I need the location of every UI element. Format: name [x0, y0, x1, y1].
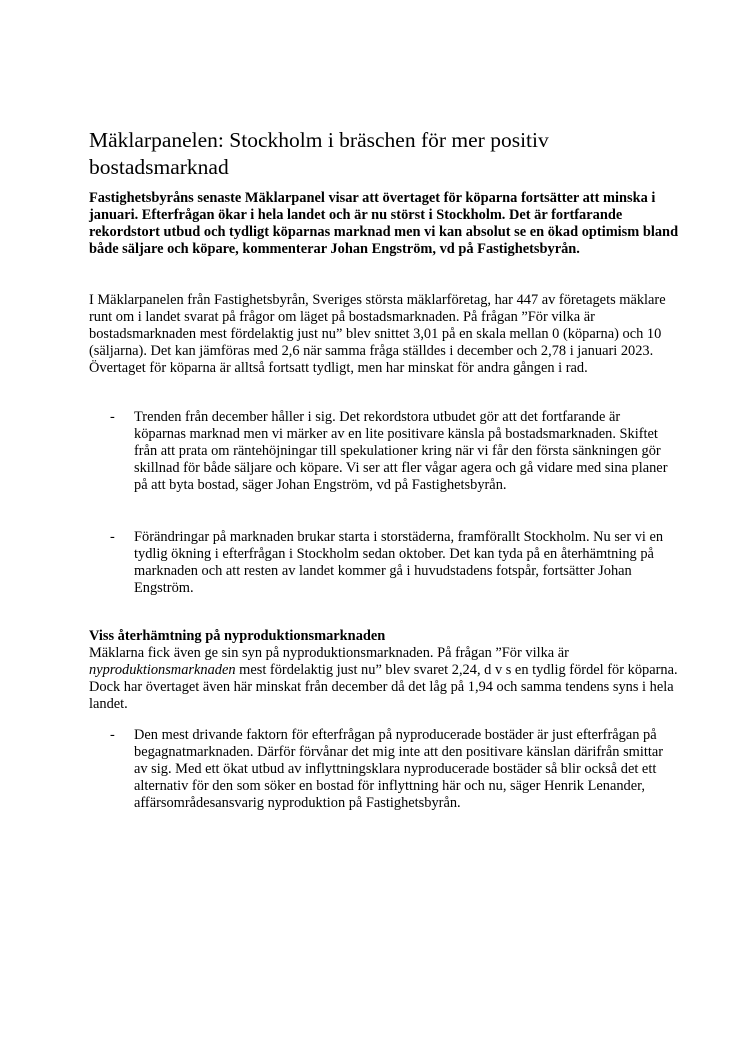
bullet-dash-icon: - [110, 529, 115, 545]
quote-text-2: Förändringar på marknaden brukar starta i storstäderna, framförallt Stockholm. Nu ser vi en tydlig ökning i efterfrågan i Stockholm sedan oktober. Det kan tyda på en återhämtning på marknaden och att resten av landet kommer gå i huvudstadens fotspår, fortsätter Johan Engström. [134, 529, 664, 596]
paragraph-2-italic-term: nyproduktionsmarknaden [89, 662, 236, 678]
bullet-dash-icon: - [110, 409, 115, 425]
paragraph-2-text-start: Mäklarna fick även ge sin syn på nyproduktionsmarknaden. På frågan ”För vilka är [89, 645, 569, 661]
quote-list-item-2 [110, 529, 670, 597]
quote-text-1: Trenden från december håller i sig. Det rekordstora utbudet gör att det fortfarande är köparnas marknad men vi märker av en lite positivare känsla på bostadsmarknaden. Skiftet från att prata om räntehöjningar till spekulationer kring när vi får den första sänkningen gör skillnad för både säljare och köpare. Vi ser att fler vågar agera och gå vidare med sina planer på att byta bostad, säger Johan Engström, vd på Fastighetsbyrån. [134, 409, 668, 493]
section-heading: Viss återhämtning på nyproduktionsmarknaden [89, 628, 386, 644]
body-paragraph-1: I Mäklarpanelen från Fastighetsbyrån, Sveriges största mäklarföretag, har 447 av företagets mäklare runt om i landet svarat på frågor om läget på bostadsmarknaden. På frågan ”För vilka är bostadsmarknaden mest fördelaktig just nu” blev snittet 3,01 på en skala mellan 0 (köparna) och 10 (säljarna). Det kan jämföras med 2,6 när samma fråga ställdes i december och 2,78 i januari 2023. Övertaget för köparna är alltså fortsatt tydligt, men har minskat för andra gången i rad. [89, 292, 666, 376]
quote-list-item-1 [110, 409, 670, 494]
lead-paragraph: Fastighetsbyråns senaste Mäklarpanel visar att övertaget för köparna fortsätter att minska i januari. Efterfrågan ökar i hela landet och är nu störst i Stockholm. Det är fortfarande rekordstort utbud och tydligt köparnas marknad men vi kan absolut se en ökad optimism bland både säljare och köpare, kommenterar Johan Engström, vd på Fastighetsbyrån. [89, 190, 679, 257]
paragraph-2-text-end: mest fördelaktig just nu” blev svaret 2,24, d v s en tydlig fördel för köparna. Dock har övertaget även här minskat från december då det låg på 1,94 och samma tendens syns i hela landet. [89, 662, 678, 712]
body-paragraph-2 [89, 645, 679, 713]
quote-text-3: Den mest drivande faktorn för efterfrågan på nyproducerade bostäder är just efterfrågan på begagnatmarknaden. Därför förvånar det mig inte att den positivare känslan därifrån smittar av sig. Med ett ökat utbud av inflyttningsklara nyproducerade bostäder så blir också det ett alternativ för den som söker en bostad för inflyttning här och nu, säger Henrik Lenander, affärsområdesansvarig nyproduktion på Fastighetsbyrån. [134, 727, 664, 811]
bullet-dash-icon: - [110, 727, 115, 743]
page-title: Mäklarpanelen: Stockholm i bräschen för mer positiv bostadsmarknad [89, 128, 549, 179]
quote-list-item-3 [110, 727, 670, 812]
